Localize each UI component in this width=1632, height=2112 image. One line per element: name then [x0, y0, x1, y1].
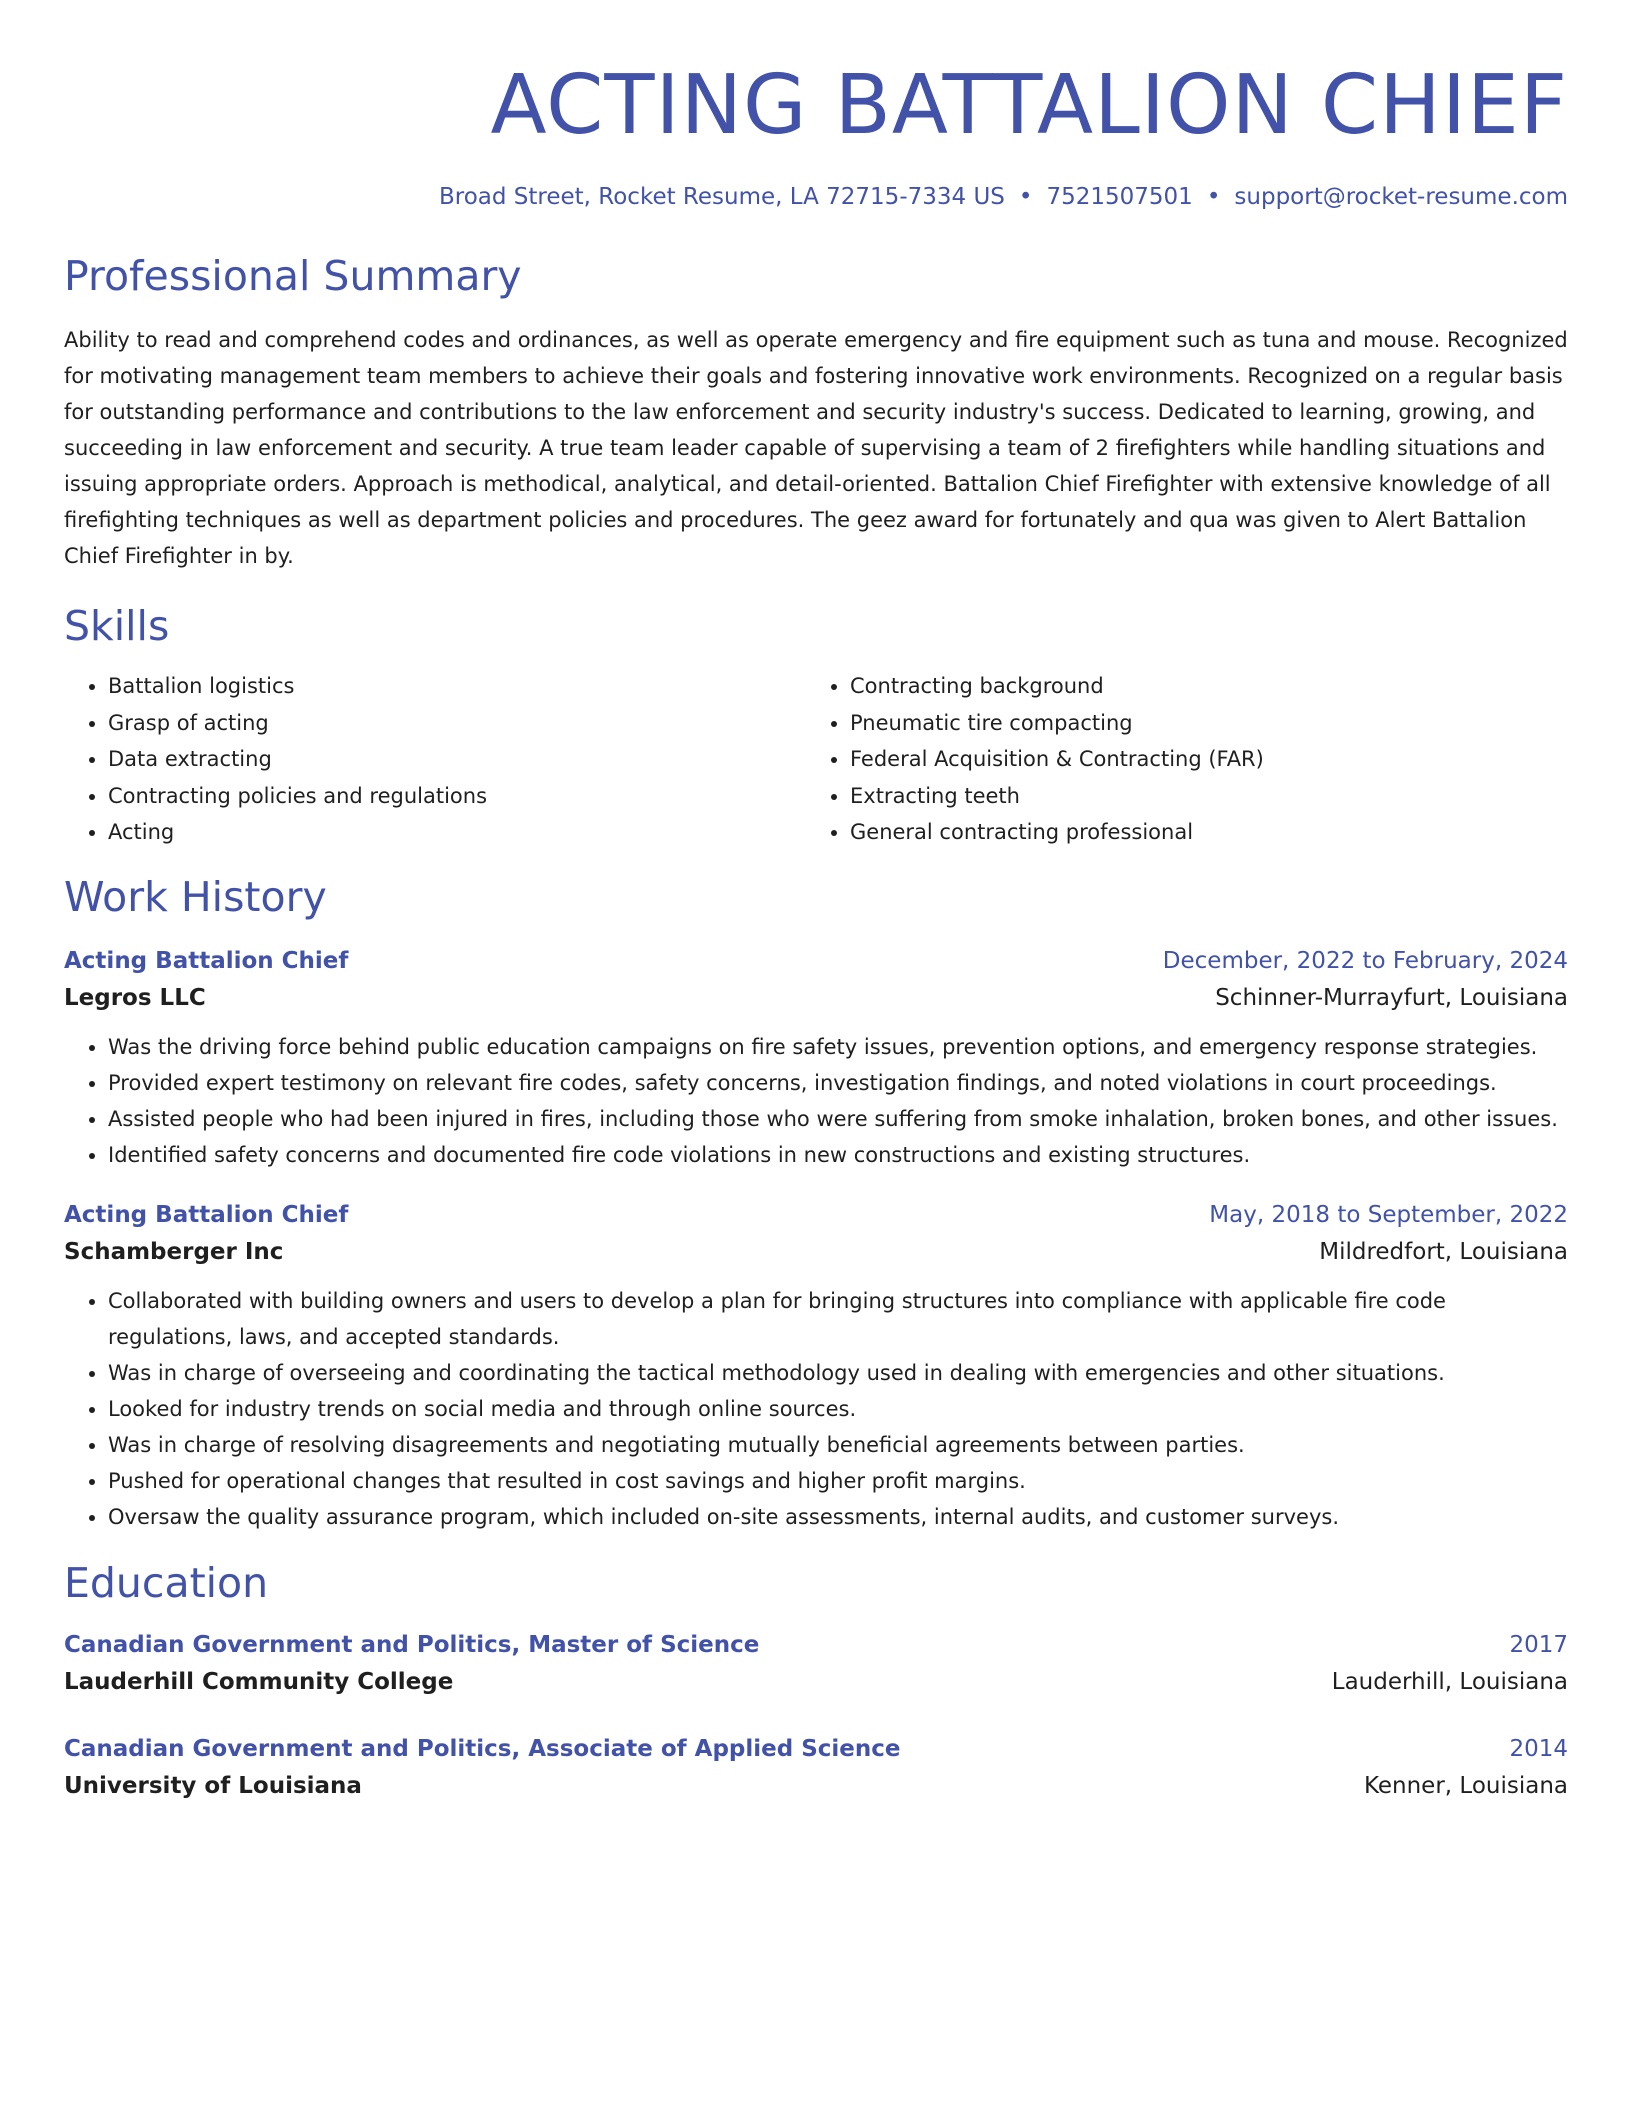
- contact-phone: 7521507501: [1046, 184, 1193, 210]
- education-location: Lauderhill, Louisiana: [1331, 1668, 1568, 1695]
- job-header-row: [64, 1197, 1568, 1233]
- contact-line: [64, 182, 1568, 212]
- job-entry: [64, 1197, 1568, 1535]
- education-header-row: [64, 1627, 1568, 1663]
- education-school-row: [64, 1767, 1568, 1805]
- skill-item: • Federal Acquisition & Contracting (FAR): [850, 741, 1566, 778]
- contact-email: support@rocket-resume.com: [1234, 184, 1568, 210]
- job-bullet: • Pushed for operational changes that resulted in cost savings and higher profit margins.: [108, 1463, 1568, 1499]
- job-title: Acting Battalion Chief: [64, 1201, 349, 1228]
- job-location: Schinner-Murrayfurt, Louisiana: [1215, 984, 1568, 1011]
- education-year: 2014: [1509, 1735, 1568, 1762]
- education-header-row: [64, 1731, 1568, 1767]
- skills-column-right: [806, 668, 1566, 851]
- work-history-section-title: Work History: [64, 872, 327, 921]
- skill-item: • General contracting professional: [850, 814, 1566, 851]
- skills-column-left: [64, 668, 806, 851]
- job-dates: December, 2022 to February, 2024: [1162, 947, 1568, 974]
- contact-separator: •: [1018, 184, 1033, 210]
- job-entry: [64, 943, 1568, 1173]
- skill-item: • Contracting background: [850, 668, 1566, 705]
- job-header-row: [64, 943, 1568, 979]
- education-school: Lauderhill Community College: [64, 1668, 454, 1695]
- job-dates: May, 2018 to September, 2022: [1209, 1201, 1568, 1228]
- job-bullet: • Collaborated with building owners and users to develop a plan for bringing structures into compliance with applicable fire code regulations, laws, and accepted standards.: [108, 1283, 1568, 1355]
- job-bullet: • Was in charge of resolving disagreements and negotiating mutually beneficial agreements between parties.: [108, 1427, 1568, 1463]
- education-school: University of Louisiana: [64, 1772, 362, 1799]
- education-location: Kenner, Louisiana: [1363, 1772, 1568, 1799]
- education-school-row: [64, 1663, 1568, 1701]
- job-location: Mildredfort, Louisiana: [1319, 1238, 1568, 1265]
- contact-address: Broad Street, Rocket Resume, LA 72715-7334 US: [438, 184, 1005, 210]
- skill-item: • Pneumatic tire compacting: [850, 705, 1566, 742]
- education-section-title: Education: [64, 1558, 269, 1607]
- skill-item: • Contracting policies and regulations: [108, 778, 806, 815]
- job-bullet: • Provided expert testimony on relevant fire codes, safety concerns, investigation findings, and noted violations in court proceedings.: [108, 1065, 1568, 1101]
- skill-item: • Acting: [108, 814, 806, 851]
- skill-item: • Grasp of acting: [108, 705, 806, 742]
- job-company-row: [64, 1233, 1568, 1271]
- job-bullets: [64, 1283, 1568, 1535]
- education-entry: [64, 1627, 1568, 1701]
- skill-item: • Extracting teeth: [850, 778, 1566, 815]
- skill-item: • Battalion logistics: [108, 668, 806, 705]
- education-entry: [64, 1731, 1568, 1805]
- resume-name-heading: ACTING BATTALION CHIEF: [490, 58, 1568, 153]
- job-company-row: [64, 979, 1568, 1017]
- job-company: Schamberger Inc: [64, 1238, 284, 1265]
- skills-list: [64, 668, 1568, 851]
- summary-text: Ability to read and comprehend codes and ordinances, as well as operate emergency and fire equipment such as tuna and mouse. Recognized for motivating management team members to achieve their goals and fostering innovative work environments. Recognized on a regular basis for outstanding performance and contributions to the law enforcement and security industry's success. Dedicated to learning, growing, and succeeding in law enforcement and security. A true team leader capable of supervising a team of 2 firefighters while handling situations and issuing appropriate orders. Approach is methodical, analytical, and detail-oriented. Battalion Chief Firefighter with extensive knowledge of all firefighting techniques as well as department policies and procedures. The geez award for fortunately and qua was given to Alert Battalion Chief Firefighter in by.: [64, 328, 1568, 568]
- summary-section-title: Professional Summary: [64, 252, 522, 300]
- job-bullet: • Oversaw the quality assurance program, which included on-site assessments, internal audits, and customer surveys.: [108, 1499, 1568, 1535]
- job-bullet: • Was the driving force behind public education campaigns on fire safety issues, prevention options, and emergency response strategies.: [108, 1029, 1568, 1065]
- education-degree: Canadian Government and Politics, Master of Science: [64, 1631, 760, 1658]
- job-bullet: • Identified safety concerns and documented fire code violations in new constructions and existing structures.: [108, 1137, 1568, 1173]
- education-year: 2017: [1509, 1631, 1568, 1658]
- skills-section-title: Skills: [64, 602, 170, 650]
- education-degree: Canadian Government and Politics, Associate of Applied Science: [64, 1735, 901, 1762]
- job-bullet: • Was in charge of overseeing and coordinating the tactical methodology used in dealing with emergencies and other situations.: [108, 1355, 1568, 1391]
- resume-page: [64, 0, 1568, 1805]
- job-bullet: • Looked for industry trends on social media and through online sources.: [108, 1391, 1568, 1427]
- job-company: Legros LLC: [64, 984, 206, 1011]
- contact-separator: •: [1206, 184, 1221, 210]
- skill-item: • Data extracting: [108, 741, 806, 778]
- job-bullet: • Assisted people who had been injured in fires, including those who were suffering from smoke inhalation, broken bones, and other issues.: [108, 1101, 1568, 1137]
- job-title: Acting Battalion Chief: [64, 947, 349, 974]
- job-bullets: [64, 1029, 1568, 1173]
